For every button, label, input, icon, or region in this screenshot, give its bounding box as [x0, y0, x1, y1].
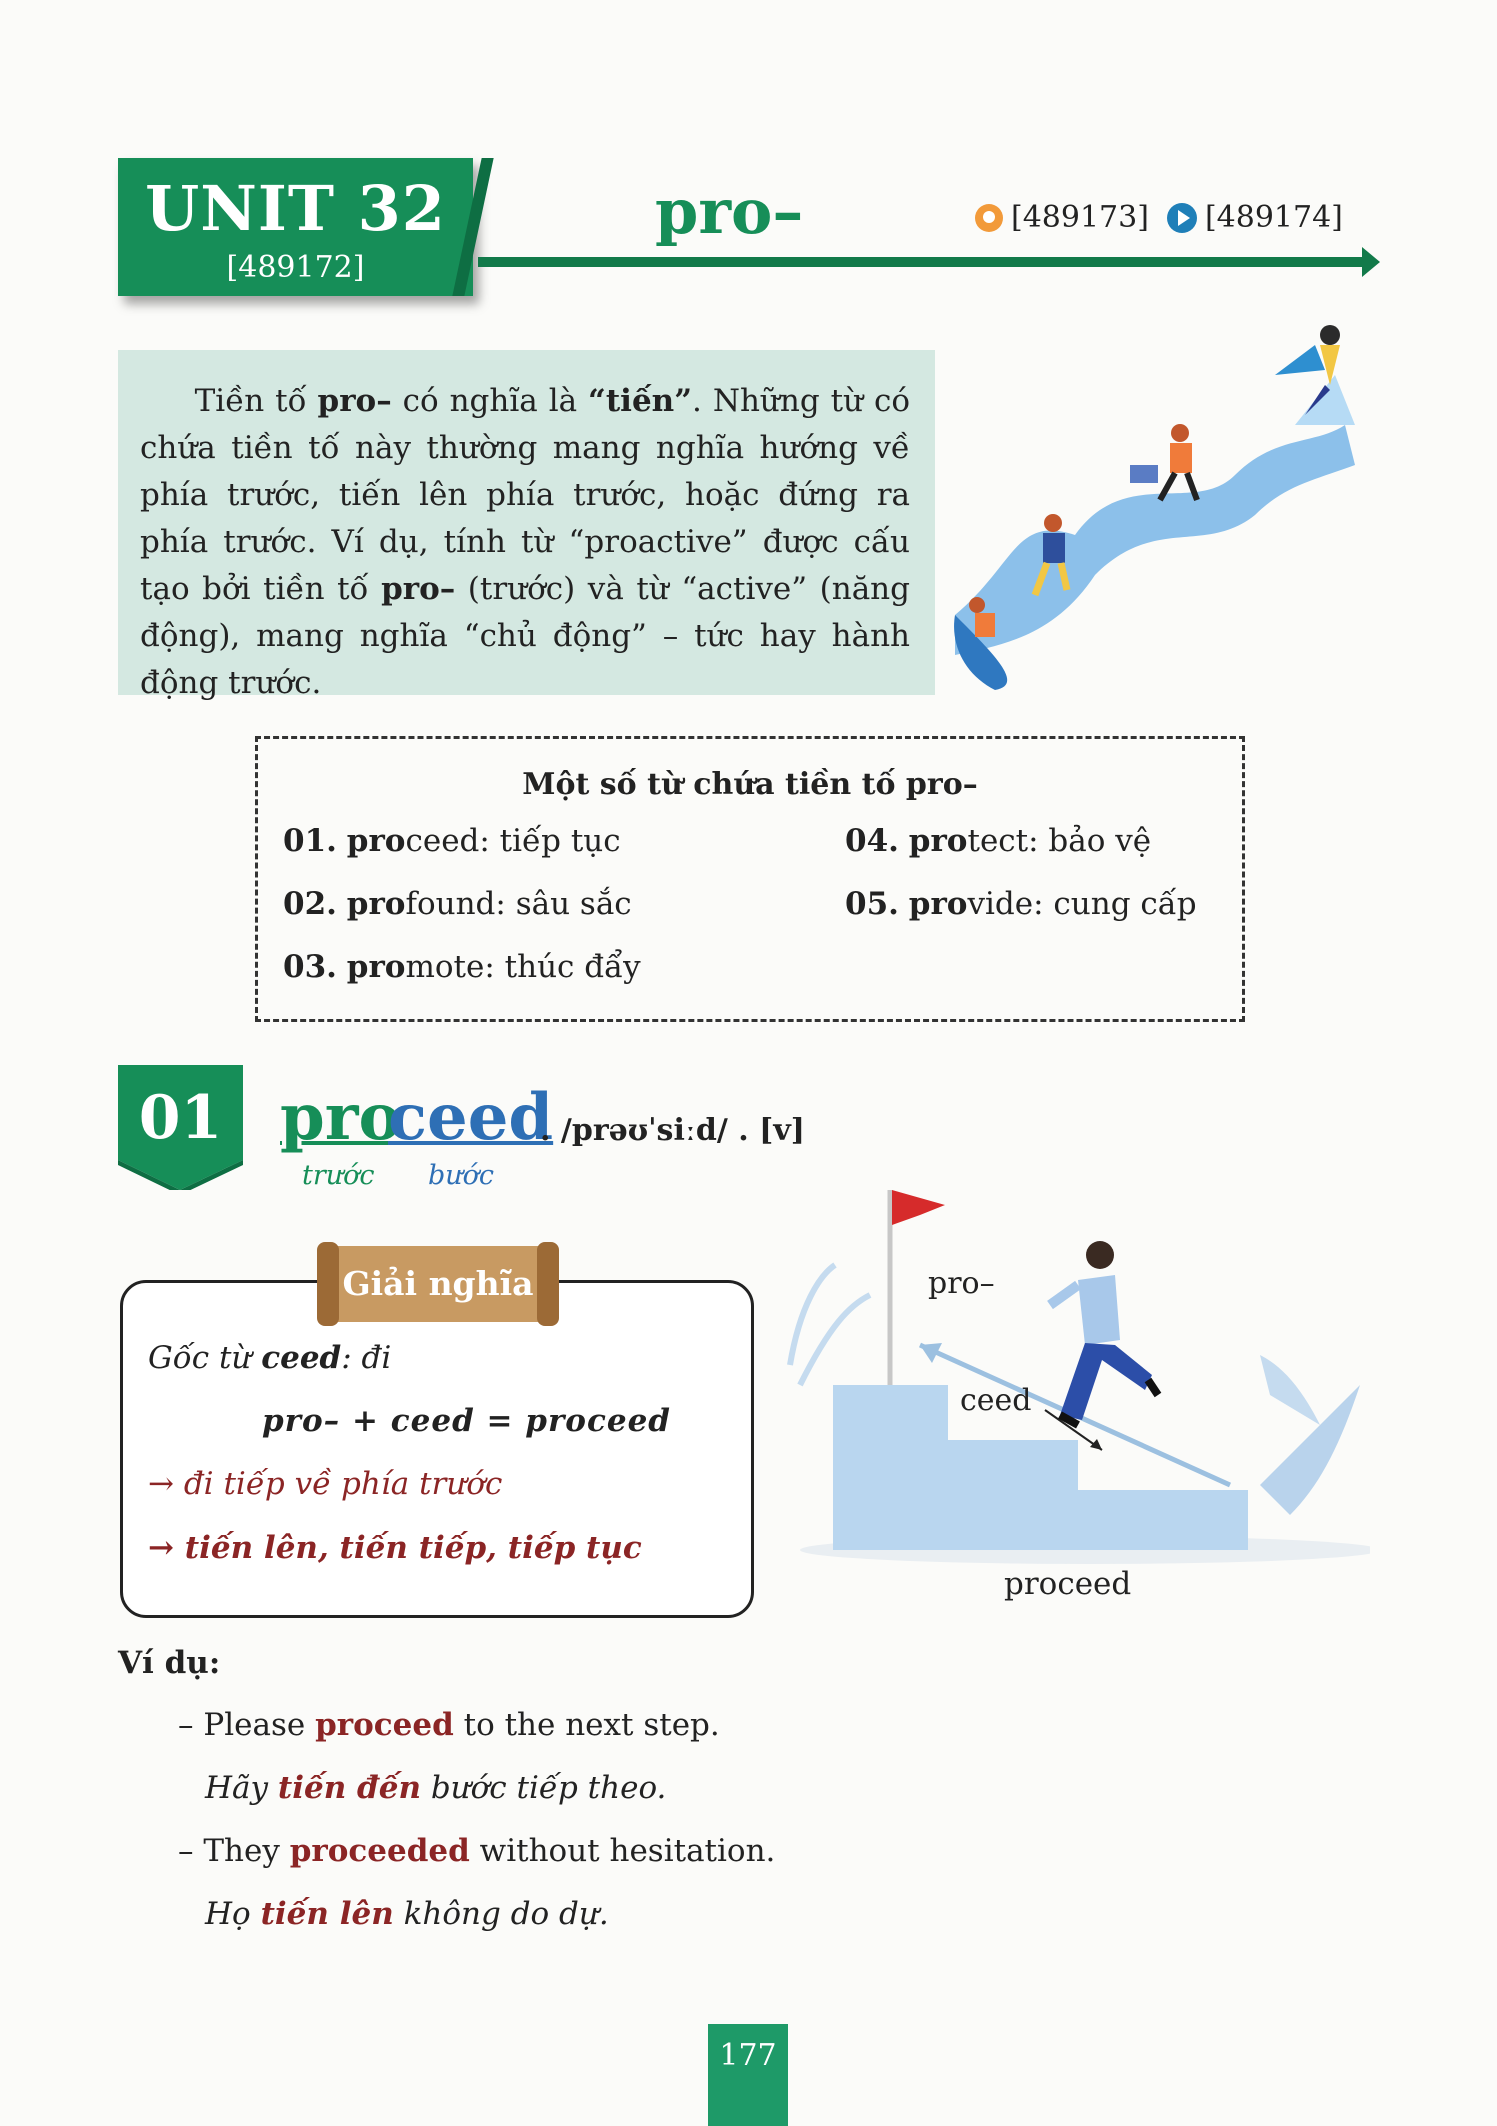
pronunciation: . /prəʊˈsiːd/ . [v] — [540, 1113, 806, 1148]
listen-icon[interactable] — [975, 204, 1003, 232]
list-item: 05. provide: cung cấp — [845, 886, 1197, 922]
header-rule — [478, 257, 1368, 267]
arrow-right-icon — [1362, 247, 1380, 277]
examples-heading: Ví dụ: — [118, 1645, 221, 1681]
unit-title: UNIT 32 — [145, 172, 446, 245]
example-sentence: – They proceeded without hesitation. — [178, 1833, 776, 1869]
word-list-box — [255, 736, 1245, 1022]
gloss-root: bước — [428, 1160, 495, 1191]
audio-code-2[interactable]: [489174] — [1204, 200, 1343, 235]
example-sentence: – Please proceed to the next step. — [178, 1707, 720, 1743]
prefix-title: pro– — [655, 175, 804, 248]
play-icon[interactable] — [1167, 203, 1197, 233]
list-item: 04. protect: bảo vệ — [845, 823, 1152, 859]
label-ceed: ceed — [960, 1383, 1032, 1418]
page-number: 177 — [708, 2024, 788, 2126]
meaning-heading: Giải nghĩa — [342, 1264, 534, 1303]
entry-number: 01 — [138, 1083, 223, 1153]
illustration-caption: proceed — [1004, 1566, 1132, 1602]
walking-man-figure — [1050, 1241, 1158, 1425]
unit-code: [489172] — [226, 250, 365, 285]
list-item: 02. profound: sâu sắc — [283, 886, 632, 922]
list-item: 03. promote: thúc đẩy — [283, 949, 641, 985]
audio-code-1[interactable]: [489173] — [1011, 200, 1149, 235]
audio-links — [975, 200, 1343, 235]
example-translation: Họ tiến lên không do dự. — [205, 1896, 609, 1932]
formula: pro– + ceed = proceed — [262, 1403, 671, 1439]
headword-root: ceed — [388, 1080, 554, 1155]
intro-paragraph: Tiền tố pro– có nghĩa là “tiến”. Những từ có chứa tiền tố này thường mang nghĩa hướng về phía trước, tiến lên phía trước, hoặc đứng ra phía trước. Ví dụ, tính từ “proactive” được cấu tạo bởi tiền tố pro– (trước) và từ “active” (năng động), mang nghĩa “chủ động” – tức hay hành động trước. — [140, 383, 910, 701]
label-pro: pro– — [928, 1266, 995, 1301]
headword-prefix: pro — [280, 1080, 402, 1155]
unit-header-box — [118, 158, 473, 296]
word-list-title: Một số từ chứa tiền tố pro– — [522, 767, 978, 802]
example-translation: Hãy tiến đến bước tiếp theo. — [205, 1770, 667, 1806]
meaning: → tiến lên, tiến tiếp, tiếp tục — [148, 1530, 642, 1566]
climbing-people-illustration — [935, 315, 1375, 695]
meaning-box — [120, 1280, 754, 1618]
list-item: 01. proceed: tiếp tục — [283, 823, 621, 859]
gloss-prefix: trước — [302, 1160, 375, 1191]
literal-meaning: → đi tiếp về phía trước — [148, 1466, 503, 1502]
root-line: Gốc từ ceed: đi — [148, 1340, 392, 1376]
stairs-illustration — [760, 1185, 1370, 1595]
